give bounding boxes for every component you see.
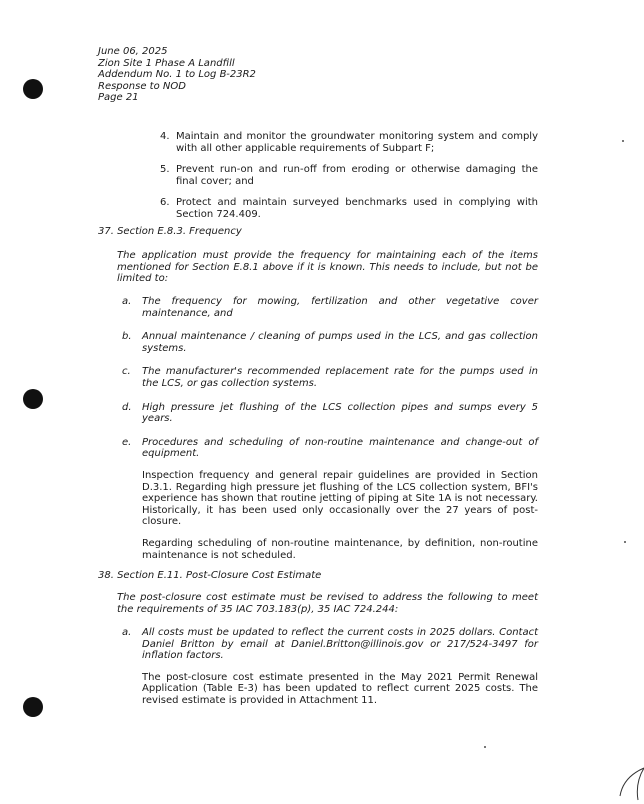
list-item xyxy=(122,437,538,561)
section-38-intro: The post-closure cost estimate must be revised to address the following to meet the requirements of 35 IAC 703.183(p), 35 IAC 724.244: xyxy=(117,592,538,615)
item-text: Procedures and scheduling of non-routine maintenance and change-out of equipment. xyxy=(142,436,538,460)
item-number: 4. xyxy=(160,131,170,142)
list-item xyxy=(160,131,538,154)
header-date: June 06, 2025 xyxy=(98,46,168,57)
item-text: Annual maintenance / cleaning of pumps used in the LCS, and gas collection systems. xyxy=(142,331,538,354)
item-text: Protect and maintain surveyed benchmarks used in complying with Section 724.409. xyxy=(176,197,538,220)
list-item xyxy=(122,627,538,707)
page-header xyxy=(98,46,256,104)
header-response: Response to NOD xyxy=(98,80,186,92)
scan-speck xyxy=(484,746,486,748)
list-item xyxy=(122,402,538,425)
item-number: 6. xyxy=(160,197,170,209)
item-text: All costs must be updated to reflect the current costs in 2025 dollars. Contact Daniel Britton by email at Daniel.Britton@illinois.gov or 217/524-3497 for inflation factors. xyxy=(142,627,538,662)
punch-hole-top xyxy=(23,79,43,99)
page-curl-corner xyxy=(616,764,644,804)
item-letter: a. xyxy=(122,296,132,307)
item-letter: e. xyxy=(122,436,132,448)
punch-hole-bottom xyxy=(23,697,43,717)
list-item xyxy=(122,331,538,354)
header-site: Zion Site 1 Phase A Landfill xyxy=(98,57,235,69)
section-38-heading: 38. Section E.11. Post-Closure Cost Estimate xyxy=(98,570,322,581)
punch-hole-middle xyxy=(23,389,43,409)
section-37-items xyxy=(122,296,538,573)
item-letter: c. xyxy=(122,366,131,378)
item-number: 5. xyxy=(160,164,170,176)
response-paragraph: Inspection frequency and general repair guidelines are provided in Section D.3.1. Regarding high pressure jet flushing of the LCS collection system, BFI's experience has shown that routine jetting of piping at Site 1A is not necessary. Historically, it has been used only occasionally over the 27 years of post-closure. xyxy=(142,469,538,528)
item-letter: d. xyxy=(122,401,132,413)
list-item xyxy=(122,296,538,319)
response-paragraph: Regarding scheduling of non-routine maintenance, by definition, non-routine maintenance is not scheduled. xyxy=(142,537,538,561)
list-item xyxy=(122,366,538,389)
section-37-heading: 37. Section E.8.3. Frequency xyxy=(98,226,242,237)
header-page-number: Page 21 xyxy=(98,92,139,103)
header-addendum: Addendum No. 1 to Log B-23R2 xyxy=(98,69,256,80)
item-text: The frequency for mowing, fertilization and other vegetative cover maintenance, and xyxy=(142,296,538,319)
item-letter: b. xyxy=(122,331,132,343)
section-37-intro: The application must provide the frequency for maintaining each of the items mentioned for Section E.8.1 above if it is known. This needs to include, but not be limited to: xyxy=(117,250,538,285)
numbered-list xyxy=(160,131,538,231)
item-text: High pressure jet flushing of the LCS collection pipes and sumps every 5 years. xyxy=(142,401,538,425)
list-item xyxy=(160,197,538,220)
item-text: Prevent run-on and run-off from eroding or otherwise damaging the final cover; and xyxy=(176,164,538,187)
response-paragraph: The post-closure cost estimate presented in the May 2021 Permit Renewal Application (Table E-3) has been updated to reflect current 2025 costs. The revised estimate is provided in Attachment 11. xyxy=(142,671,538,706)
list-item xyxy=(160,164,538,187)
section-38-items xyxy=(122,627,538,719)
item-text: Maintain and monitor the groundwater monitoring system and comply with all other applicable requirements of Subpart F; xyxy=(176,131,538,154)
scan-speck xyxy=(622,140,624,142)
item-text: The manufacturer's recommended replacement rate for the pumps used in the LCS, or gas collection systems. xyxy=(142,366,538,389)
scan-speck xyxy=(624,541,626,543)
item-letter: a. xyxy=(122,627,132,638)
